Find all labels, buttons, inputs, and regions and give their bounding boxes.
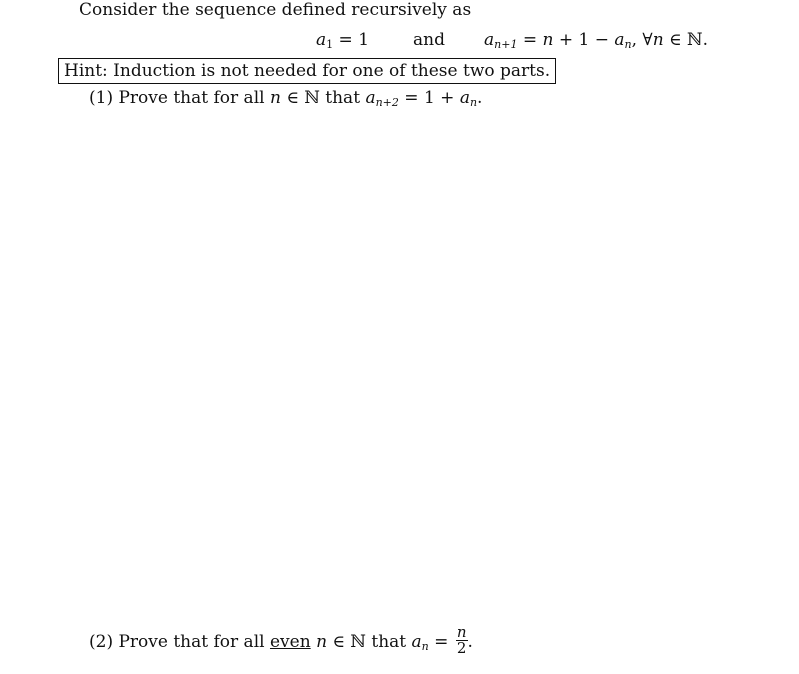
part1-variable: a [365, 88, 376, 108]
recurrence-eq3: , ∀ [631, 30, 653, 50]
part2-even: even [269, 632, 311, 652]
part-1-statement [89, 88, 482, 108]
recurrence-subscript-2: n [624, 38, 632, 51]
definition-recurrence [484, 30, 708, 50]
part1-subscript: n+2 [375, 96, 399, 109]
a1-equals: = 1 [333, 30, 370, 50]
part1-variable-2: a [459, 88, 470, 108]
part2-subscript: n [421, 640, 429, 653]
recurrence-subscript: n+1 [494, 38, 518, 51]
part2-n: n [316, 632, 328, 652]
recurrence-n1: n [542, 30, 554, 50]
recurrence-variable: a [484, 30, 495, 50]
definition-and: and [413, 30, 445, 50]
part2-eq: = [428, 632, 454, 652]
hint-box: Hint: Induction is not needed for one of these two parts. [58, 58, 556, 84]
fraction-denominator: 2 [456, 639, 467, 657]
recurrence-n2: n [652, 30, 664, 50]
part2-mid: ∈ ℕ that [327, 632, 412, 652]
part1-n: n [269, 88, 281, 108]
part2-variable: a [411, 632, 422, 652]
part1-end: . [477, 88, 483, 108]
intro-text: Consider the sequence defined recursively as [79, 0, 472, 20]
definition-initial-term [316, 30, 369, 50]
a1-variable: a [316, 30, 327, 50]
a1-subscript: 1 [326, 38, 334, 51]
part1-mid: ∈ ℕ that [280, 88, 366, 108]
part1-lead: (1) Prove that for all [89, 88, 270, 108]
part2-end: . [467, 632, 473, 652]
fraction-numerator: n [456, 623, 467, 641]
recurrence-eq2: + 1 − [553, 30, 615, 50]
part1-subscript-2: n [469, 96, 478, 109]
part2-fraction [456, 625, 468, 656]
part2-lead: (2) Prove that for all [89, 632, 270, 652]
recurrence-tail: ∈ ℕ. [663, 30, 708, 50]
recurrence-eq1: = [517, 30, 543, 50]
recurrence-variable-2: a [614, 30, 625, 50]
part1-eq: = 1 + [398, 88, 460, 108]
part-2-statement [89, 623, 473, 658]
